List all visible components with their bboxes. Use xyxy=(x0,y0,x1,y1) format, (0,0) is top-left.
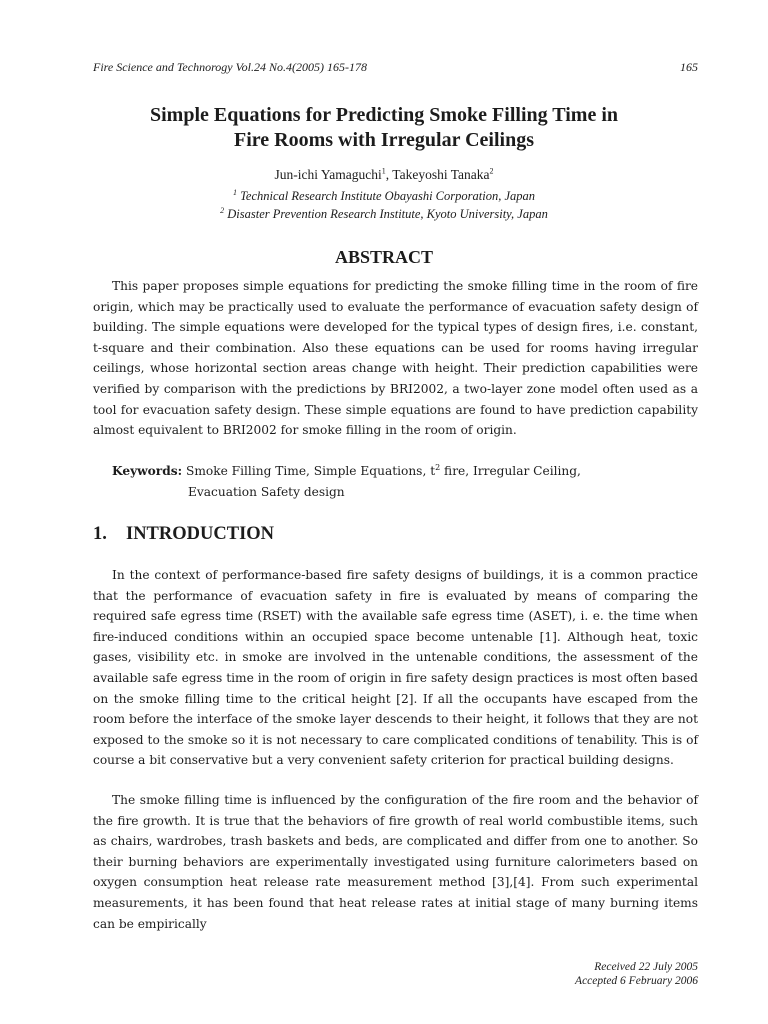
affiliation-2-text: Disaster Prevention Research Institute, Kyoto University, Japan xyxy=(227,207,548,221)
accepted-date: Accepted 6 February 2006 xyxy=(575,975,698,987)
paper-title xyxy=(60,103,708,153)
author-1: Jun-ichi Yamaguchi xyxy=(274,167,382,182)
keywords-label: Keywords: xyxy=(112,464,183,478)
keywords-list-start: Smoke Filling Time, Simple Equations, t xyxy=(185,464,436,478)
author-1-affil-mark: 1 xyxy=(381,166,386,176)
received-date: Received 22 July 2005 xyxy=(594,961,698,973)
section-heading-introduction xyxy=(93,524,274,545)
author-list xyxy=(60,167,708,183)
keywords-list-rest: fire, Irregular Ceiling, xyxy=(440,464,581,478)
affiliation-1 xyxy=(60,189,708,204)
affiliation-1-mark: 1 xyxy=(232,187,237,197)
keywords-line-1 xyxy=(112,461,698,482)
intro-paragraph-2: The smoke filling time is influenced by the configuration of the fire room and the behavior of the fire growth. It is true that the behaviors of fire growth of real world combustible items, such as chairs, wardrobes, trash baskets and beds, are complicated and differ from one to another. So their burning behaviors are experimentally investigated using furniture calorimeters based on oxygen consumption heat release rate measurement method [3],[4]. From such experimental measurements, it has been found that heat release rates at initial stage of many burning items can be empirically xyxy=(93,793,698,931)
author-separator: , xyxy=(385,167,393,182)
keywords xyxy=(112,461,698,503)
keywords-line-2: Evacuation Safety design xyxy=(188,485,345,499)
title-line-1: Simple Equations for Predicting Smoke Filling Time in xyxy=(149,104,619,126)
running-head xyxy=(93,60,698,75)
affiliation-1-text: Technical Research Institute Obayashi Corporation, Japan xyxy=(240,189,535,203)
affiliation-2-mark: 2 xyxy=(220,205,225,215)
keywords-sup: 2 xyxy=(435,462,441,472)
author-2: Takeyoshi Tanaka xyxy=(392,167,490,182)
received-dates xyxy=(450,960,698,988)
author-2-affil-mark: 2 xyxy=(489,166,494,176)
abstract-text: This paper proposes simple equations for predicting the smoke filling time in the room of fire origin, which may be practically used to evaluate the performance of evacuation safety design of building. The simple equations were developed for the typical types of design fires, i.e. constant, t-square and their combination. Also these equations can be used for rooms having irregular ceilings, whose horizontal section areas change with height. Their prediction capabilities were verified by comparison with the predictions by BRI2002, a two-layer zone model often used as a tool for evacuation safety design. These simple equations are found to have prediction capability almost equivalent to BRI2002 for smoke filling in the room of origin. xyxy=(93,279,698,438)
abstract-heading: ABSTRACT xyxy=(334,247,434,267)
page-number: 165 xyxy=(680,60,698,74)
intro-paragraph-1: In the context of performance-based fire safety designs of buildings, it is a common practice that the performance of evacuation safety in fire is evaluated by means of comparing the required safe egress time (RSET) with the available safe egress time (ASET), i. e. the time when fire-induced conditions within an occupied space become untenable [1]. Although heat, toxic gases, visibility etc. in smoke are involved in the untenable conditions, the assessment of the available safe egress time in the room of origin in fire safety design practices is most often based on the smoke filling time to the critical height [2]. If all the occupants have escaped from the room before the interface of the smoke layer descends to their height, it follows that they are not exposed to the smoke so it is not necessary to care complicated conditions of tenability. This is of course a bit conservative but a very convenient safety criterion for practical building designs. xyxy=(93,568,698,768)
title-line-2: Fire Rooms with Irregular Ceilings xyxy=(234,129,534,151)
affiliation-2 xyxy=(60,207,708,222)
journal-citation: Fire Science and Technorogy Vol.24 No.4(2005) 165-178 xyxy=(93,60,367,74)
section-title: INTRODUCTION xyxy=(126,524,275,544)
section-number: 1. xyxy=(93,524,107,544)
